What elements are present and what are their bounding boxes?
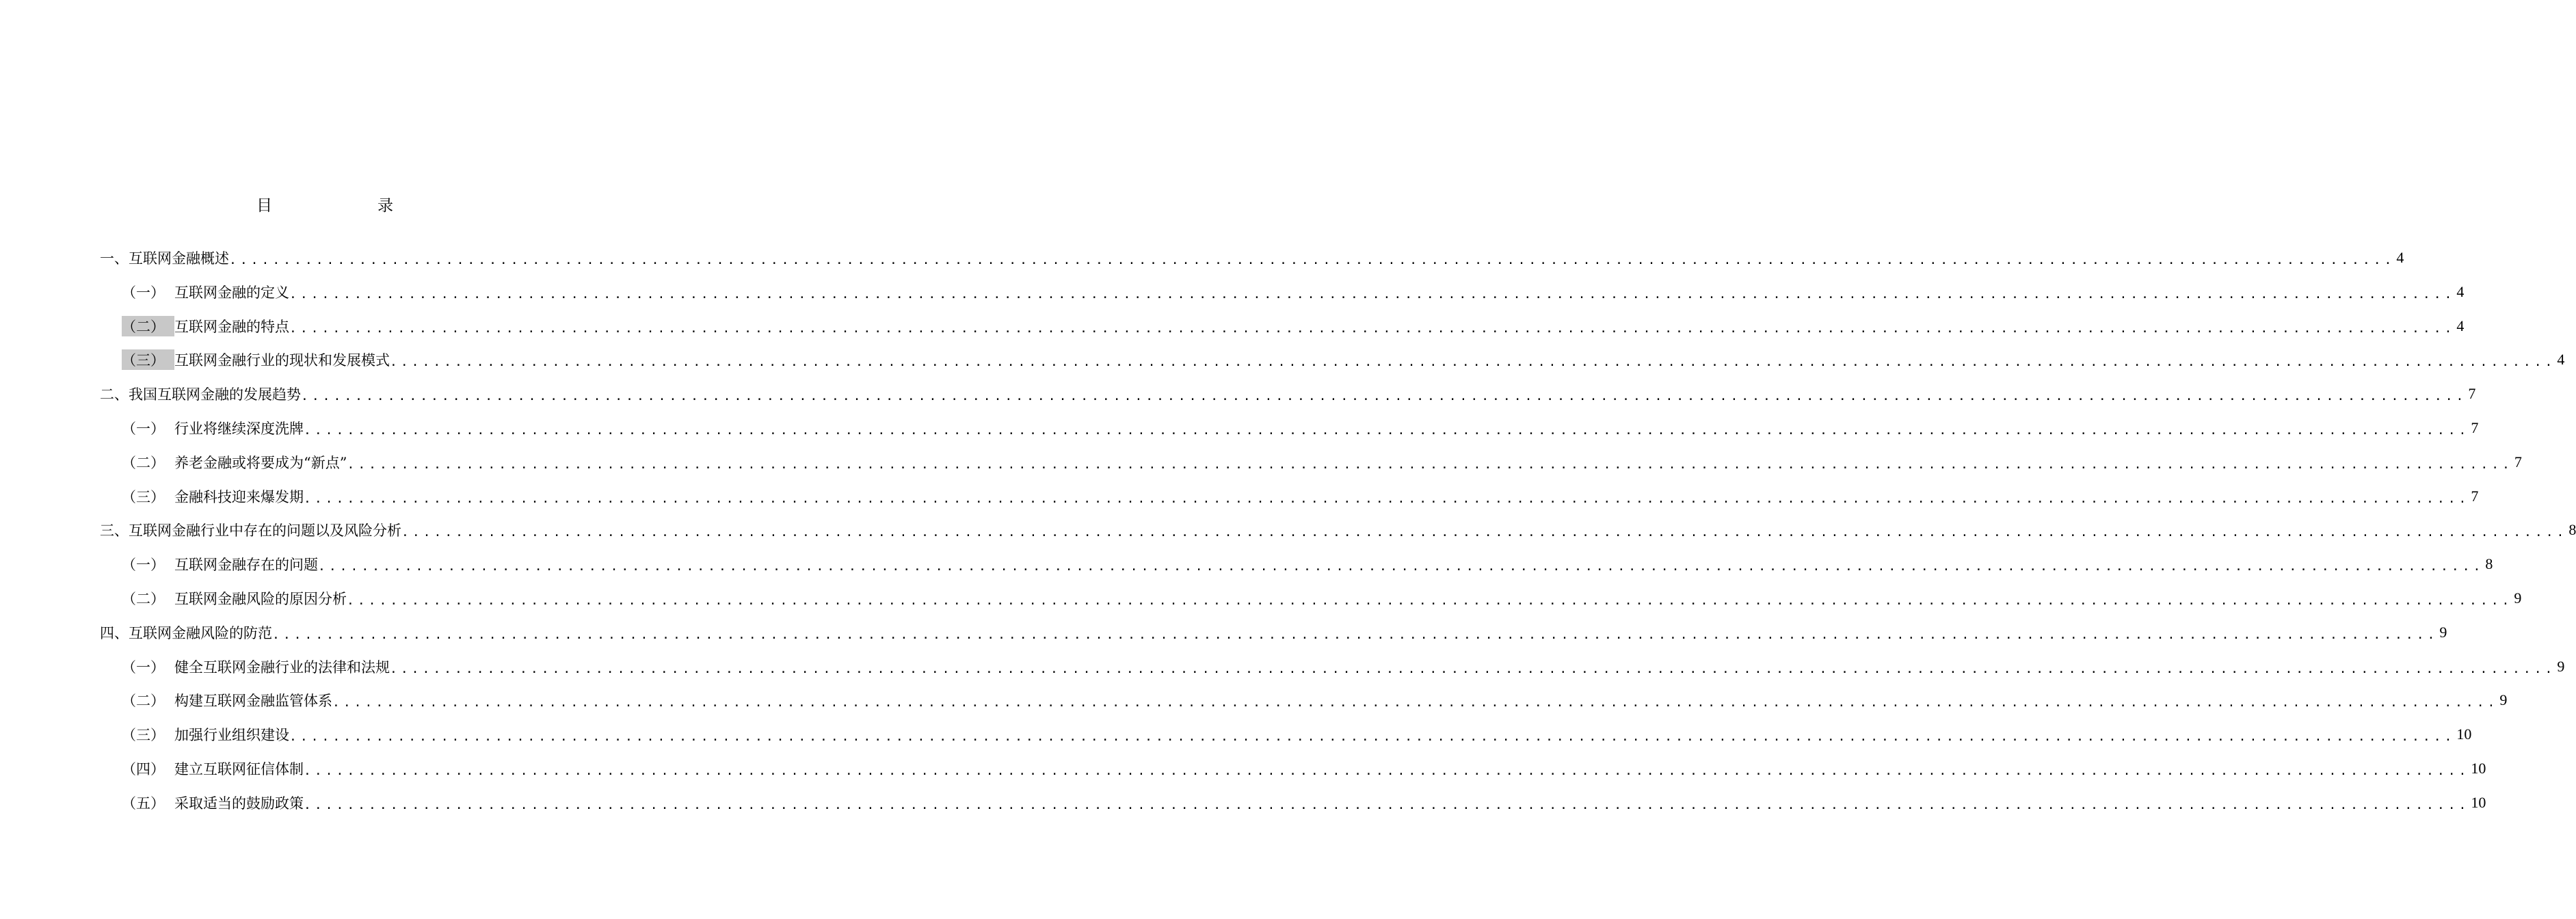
toc-entry-number: （二） (122, 316, 174, 336)
toc-dot-leader: ........................................................................................................................................................................................................ (229, 252, 2395, 267)
toc-entry-title: 健全互联网金融行业的法律和法规 (174, 659, 390, 676)
toc-entry[interactable] (122, 547, 2493, 581)
toc-entry-page-number: 7 (2471, 419, 2479, 436)
toc-entry-page-number: 7 (2468, 385, 2476, 402)
toc-entry-title: 采取适当的鼓励政策 (174, 795, 304, 812)
toc-entry[interactable] (122, 717, 2472, 751)
toc-entry-title: 金融科技迎来爆发期 (174, 489, 304, 505)
toc-dot-leader: ........................................................................................................................................................................................................ (304, 423, 2470, 438)
toc-dot-leader: ........................................................................................................................................................................................................ (347, 593, 2513, 608)
toc-dot-leader: ........................................................................................................................................................................................................ (390, 354, 2556, 369)
toc-entry-number: （一） (122, 659, 165, 676)
toc-entry-title: 互联网金融的定义 (174, 284, 289, 301)
toc-heading-char-1: 目 (256, 197, 272, 215)
toc-entry-title: 行业将继续深度洗牌 (174, 421, 304, 437)
toc-entry-number: （二） (122, 591, 165, 607)
toc-entry-title: 养老金融或将要成为“新点” (174, 455, 347, 471)
toc-entry[interactable] (122, 479, 2479, 514)
toc-entry[interactable] (100, 615, 2447, 650)
toc-entry[interactable] (122, 751, 2486, 786)
toc-dot-leader: ........................................................................................................................................................................................................ (289, 321, 2456, 336)
toc-entry-page-number: 8 (2485, 555, 2493, 572)
toc-dot-leader: ........................................................................................................................................................................................................ (304, 797, 2470, 812)
toc-dot-leader: ........................................................................................................................................................................................................ (390, 661, 2556, 676)
toc-entry-page-number: 8 (2568, 521, 2576, 538)
toc-entry[interactable] (100, 513, 2576, 547)
toc-entry-number: 二、 (100, 386, 129, 403)
toc-entry-page-number: 9 (2439, 624, 2447, 641)
toc-entry-title: 加强行业组织建设 (174, 727, 289, 743)
toc-entry[interactable] (122, 683, 2508, 717)
toc-dot-leader: ........................................................................................................................................................................................................ (401, 524, 2568, 540)
toc-entry-number: （二） (122, 693, 165, 709)
toc-entry-title: 互联网金融概述 (129, 250, 229, 267)
toc-entry[interactable] (100, 241, 2404, 275)
toc-entry-page-number: 9 (2557, 658, 2565, 675)
toc-entry-page-number: 7 (2471, 488, 2479, 505)
toc-entry-number: （五） (122, 795, 165, 812)
toc-entry[interactable] (122, 309, 2465, 343)
toc-entry-number: （二） (122, 455, 165, 471)
toc-entry-number: （三） (122, 489, 165, 505)
toc-entry-number: （一） (122, 421, 165, 437)
toc-heading-char-2: 录 (377, 197, 393, 215)
toc-entry-title: 互联网金融风险的原因分析 (174, 591, 347, 607)
toc-dot-leader: ........................................................................................................................................................................................................ (304, 491, 2470, 506)
toc-entry-page-number: 10 (2471, 760, 2486, 777)
toc-entry-title: 我国互联网金融的发展趋势 (129, 386, 301, 403)
toc-entry-number: （四） (122, 761, 165, 777)
toc-dot-leader: ........................................................................................................................................................................................................ (301, 388, 2467, 403)
toc-entry-page-number: 4 (2557, 351, 2565, 368)
toc-entry[interactable] (122, 650, 2565, 684)
toc-dot-leader: ........................................................................................................................................................................................................ (347, 457, 2513, 472)
toc-entry-title: 构建互联网金融监管体系 (174, 693, 332, 709)
toc-entry-number: 一、 (100, 250, 129, 267)
toc-entry-number: 四、 (100, 625, 129, 641)
toc-entry-number: （三） (122, 727, 165, 743)
toc-entry-number: （一） (122, 284, 165, 301)
toc-heading (0, 193, 650, 220)
toc-entry-number: （一） (122, 557, 165, 573)
toc-entry[interactable] (122, 581, 2522, 615)
toc-entry-number: （三） (122, 349, 174, 370)
toc-entry-title: 互联网金融行业中存在的问题以及风险分析 (129, 522, 401, 539)
toc-entry-title: 互联网金融风险的防范 (129, 625, 272, 641)
toc-entry[interactable] (122, 411, 2479, 445)
toc-entry-page-number: 4 (2456, 317, 2465, 334)
toc-entry-page-number: 9 (2499, 691, 2508, 708)
toc-entry-title: 互联网金融的特点 (174, 319, 289, 335)
toc-dot-leader: ........................................................................................................................................................................................................ (332, 695, 2499, 710)
toc-dot-leader: ........................................................................................................................................................................................................ (289, 287, 2456, 302)
toc-entry[interactable] (122, 445, 2522, 479)
toc-dot-leader: ........................................................................................................................................................................................................ (304, 763, 2470, 778)
toc-dot-leader: ........................................................................................................................................................................................................ (272, 627, 2439, 642)
toc-entry[interactable] (122, 275, 2465, 309)
toc-entry-number: 三、 (100, 522, 129, 539)
toc-dot-leader: ........................................................................................................................................................................................................ (318, 559, 2484, 574)
toc-entry[interactable] (122, 343, 2565, 377)
toc-entry-title: 互联网金融行业的现状和发展模式 (174, 352, 390, 369)
toc-entry[interactable] (100, 377, 2476, 411)
toc-entry-page-number: 10 (2471, 794, 2486, 811)
toc-entry-page-number: 9 (2514, 589, 2522, 607)
toc-entry-title: 互联网金融存在的问题 (174, 557, 318, 573)
toc-entry-page-number: 4 (2456, 283, 2465, 300)
toc-entry-page-number: 4 (2396, 249, 2404, 266)
toc-entry-title: 建立互联网征信体制 (174, 761, 304, 777)
toc-entry[interactable] (122, 786, 2486, 820)
toc-entry-page-number: 7 (2514, 453, 2522, 470)
toc-dot-leader: ........................................................................................................................................................................................................ (289, 729, 2456, 744)
toc-entry-page-number: 10 (2456, 725, 2472, 743)
